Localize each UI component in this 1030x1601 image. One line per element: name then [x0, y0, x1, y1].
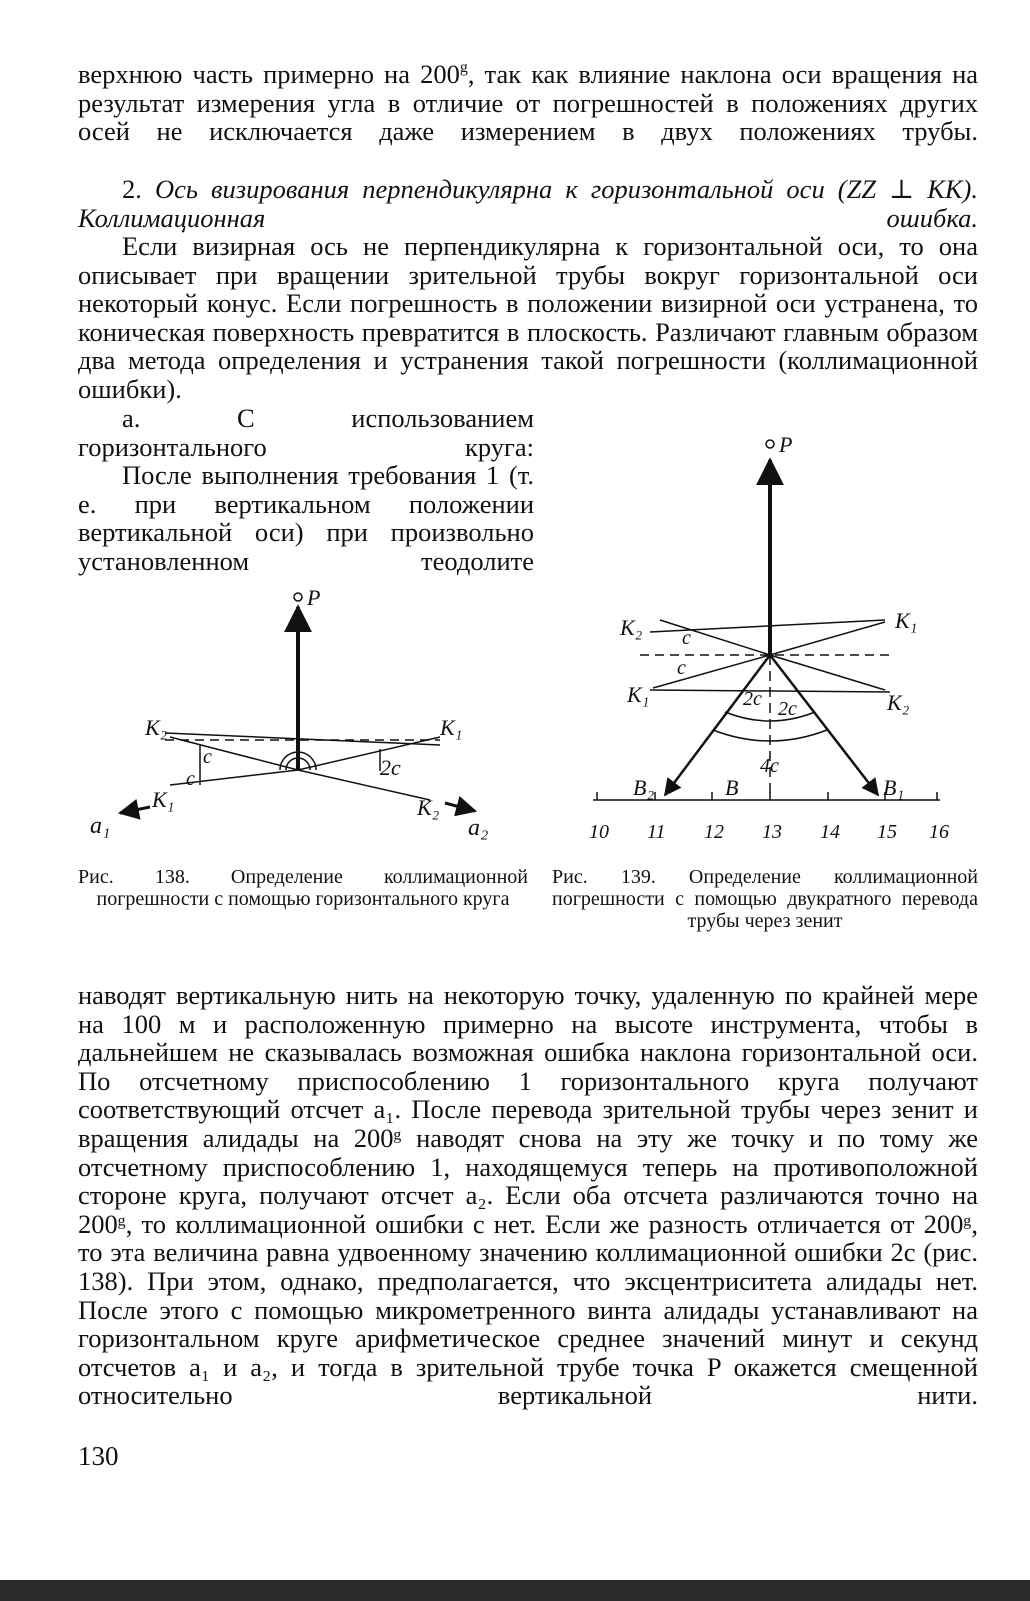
- paragraph-requirement: После выполнения требования 1 (т. е. при вертикальном положении вертикальной оси) при произвольно установленном теодолите: [78, 460, 534, 576]
- section-title: Ось визирования перпендикулярна к горизонтальной оси (ZZ ⊥ KK). Коллимационная ошибка.: [78, 174, 979, 233]
- label-c-top: c: [203, 746, 212, 768]
- scale-tick-12: 12: [704, 821, 724, 843]
- label-B: B: [725, 775, 739, 800]
- paragraph-cone: Если визирная ось не перпендикулярна к горизонтальной оси, то она описывает при вращении зрительной трубы вокруг горизонтальной оси некоторый конус. Если погрешность в положении визирной оси устранена, то коническая поверхность превратится в плоскость. Различают главным образом два метода определения и устранения такой погрешности (коллимационной ошибки).: [78, 231, 978, 404]
- paragraph-method-a: а. С использованием горизонтального круга:: [78, 403, 534, 462]
- figure-138-diagram: [90, 585, 510, 845]
- label-2c-right: 2c: [778, 698, 797, 720]
- label-P-139: P: [779, 432, 793, 457]
- caption-figure-138: Рис. 138. Определение коллимационной погрешности с помощью горизонтального круга: [78, 866, 528, 910]
- scale-tick-11: 11: [647, 821, 666, 843]
- section-heading-2: [78, 175, 978, 232]
- section-number: 2.: [122, 174, 142, 204]
- label-K2-left-139: K₂: [620, 615, 643, 640]
- label-K1-right-139: K₁: [895, 608, 918, 633]
- label-K2-left: K₂: [145, 715, 168, 740]
- scale-tick-16: 16: [929, 821, 949, 843]
- label-a2: a₂: [468, 815, 489, 841]
- label-4c: 4c: [760, 755, 779, 777]
- scale-tick-15: 15: [877, 821, 897, 843]
- label-2c-left: 2c: [743, 688, 762, 710]
- label-c-bottom: c: [186, 768, 195, 790]
- label-K2-right: K₂: [417, 795, 440, 820]
- label-K1-right: K₁: [440, 715, 463, 740]
- scan-edge: [0, 1580, 1030, 1601]
- paragraph-continuation: верхнюю часть примерно на 200$^g$, так как влияние наклона оси вращения на результат измерения угла в отличие от погрешностей в положениях других осей не исключается даже измерением в двух положениях трубы.: [78, 58, 979, 147]
- scale-tick-10: 10: [589, 821, 609, 843]
- caption-figure-139: Рис. 139. Определение коллимационной погрешности с помощью двукратного перевода трубы через зенит: [552, 866, 978, 932]
- label-2c: 2c: [380, 755, 401, 780]
- figure-139-diagram: [585, 430, 975, 850]
- label-P-138: P: [307, 585, 321, 610]
- label-K2-right-139: K₂: [887, 690, 910, 715]
- label-c-bottom-139: c: [677, 657, 686, 679]
- label-B1: B₁: [883, 775, 905, 800]
- label-B2: B₂: [633, 775, 655, 800]
- scale-tick-13: 13: [762, 821, 782, 843]
- paragraph-procedure: наводят вертикальную нить на некоторую точку, удаленную по крайней мере на 100 м и расположенную примерно на высоте инструмента, чтобы в дальнейшем не сказывалась возможная ошибка наклона горизонтальной оси. По отсчетному приспособлению 1 горизонтального круга получают соответствующий отсчет a₁. После перевода зрительной трубы через зенит и вращения алидады на 200ᵍ наводят снова на эту же точку и по тому же отсчетному приспособлению 1, находящемуся теперь на противоположной стороне круга, получают отсчет a₂. Если оба отсчета различаются точно на 200ᵍ, то коллимационной ошибки c нет. Если же разность отличается от 200ᵍ, то эта величина равна удвоенному значению коллимационной ошибки 2c (рис. 138). При этом, однако, предполагается, что эксцентриситета алидады нет. После этого с помощью микрометренного винта алидады устанавливают на горизонтальном круге арифметическое среднее значений минут и секунд отсчетов a₁ и a₂, и тогда в зрительной трубе точка P окажется смещенной относительно вертикальной нити.: [78, 980, 978, 1411]
- label-c-top-139: c: [682, 627, 691, 649]
- label-a1: a₁: [90, 813, 111, 839]
- label-K1-left: K₁: [152, 787, 175, 812]
- scale-tick-14: 14: [820, 821, 840, 843]
- page-number: 130: [78, 1441, 119, 1471]
- label-K1-left-139: K₁: [627, 682, 650, 707]
